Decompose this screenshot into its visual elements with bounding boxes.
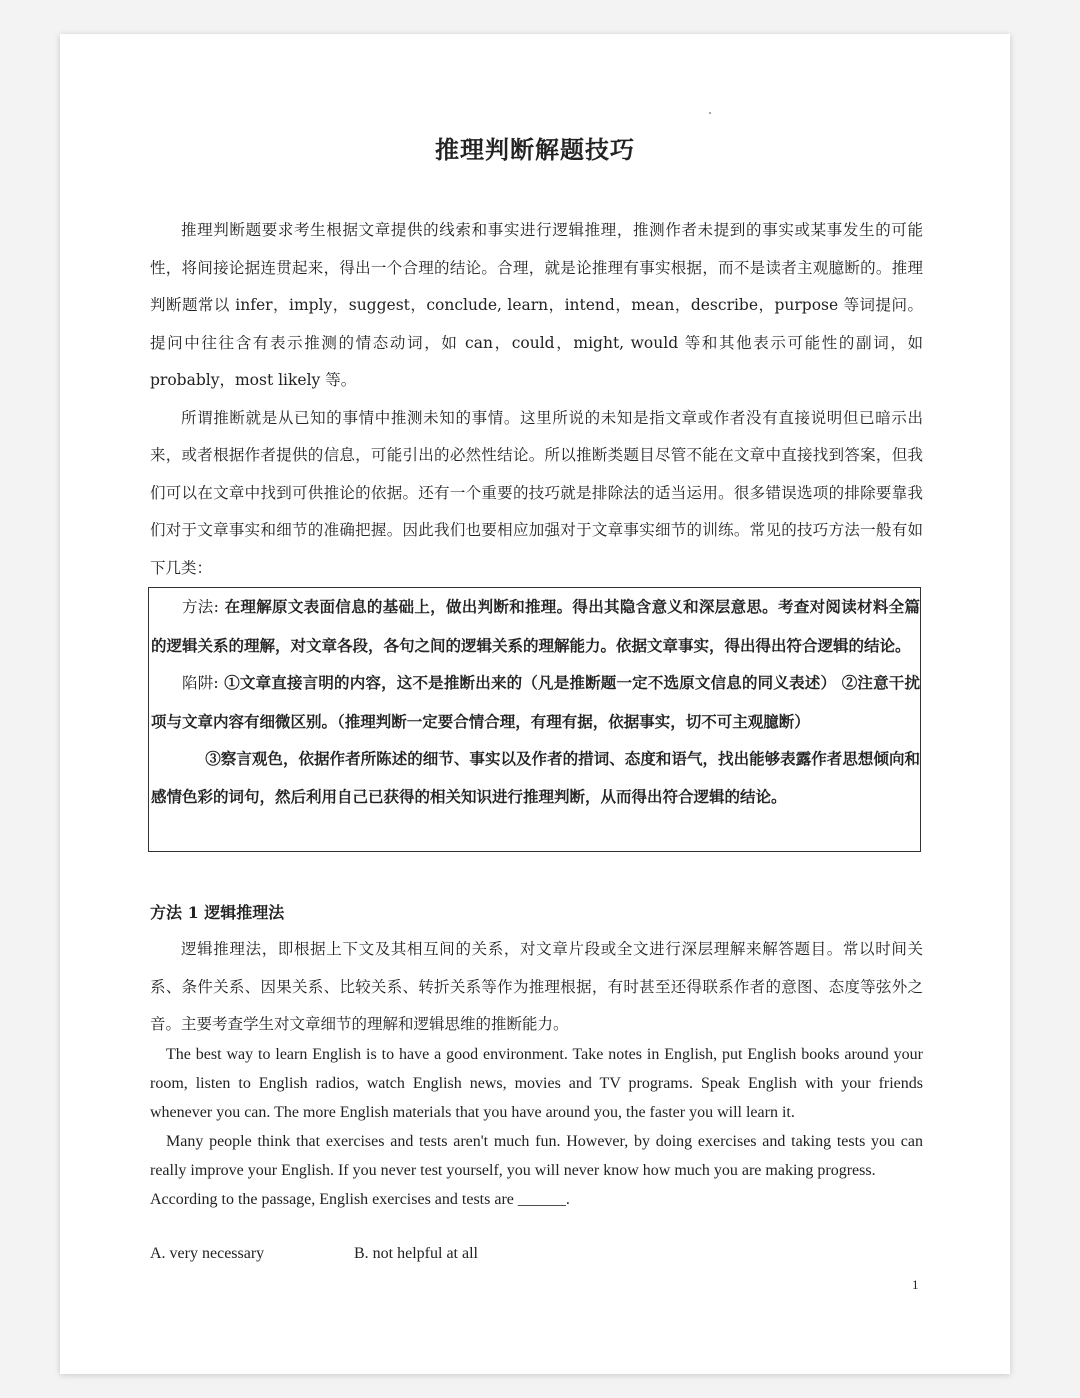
answer-options [150,1245,478,1263]
method-box [148,587,921,852]
method-label: 方法: [182,598,219,616]
intro-paragraph-1: 推理判断题要求考生根据文章提供的线索和事实进行逻辑推理，推测作者未提到的事实或某事发生的可能性，将间接论据连贯起来，得出一个合理的结论。合理，就是论推理有事实根据，而不是读者主观臆断的。推理判断题常以 infer，imply，suggest，conclude, learn，intend，mean，describe，purpose 等词提问。提问中往往含有表示推测的情态动词，如 can，could，might, would 等和其他表示可能性的副词，如probably，most likely 等。 [150,221,923,389]
section-body [150,931,923,1044]
intro-paragraph-2: 所谓推断就是从已知的事情中推测未知的事情。这里所说的未知是指文章或作者没有直接说明但已暗示出来，或者根据作者提供的信息，可能引出的必然性结论。所以推断类题目尽管不能在文章中直接找到答案，但我们可以在文章中找到可供推论的依据。还有一个重要的技巧就是排除法的适当运用。很多错误选项的排除要靠我们对于文章事实和细节的准确把握。因此我们也要相应加强对于文章事实细节的训练。常见的技巧方法一般有如下几类： [150,408,923,577]
section-title: 方法 1 逻辑推理法 [150,903,285,922]
trap-paragraph-3: ③察言观色，依据作者所陈述的细节、事实以及作者的措词、态度和语气，找出能够表露作者思想倾向和感情色彩的词句，然后利用自己已获得的相关知识进行推理判断，从而得出符合逻辑的结论。 [151,749,920,806]
intro-section [150,212,923,587]
trap-text: ①文章直接言明的内容，这不是推断出来的（凡是推断题一定不选原文信息的同义表述） ②注意干扰项与文章内容有细微区别。（推理判断一定要合情合理，有理有据，依据事实，切不可主观臆断） [151,673,920,731]
trap-label: 陷阱: [182,674,219,692]
passage [150,1040,923,1214]
passage-paragraph-1: The best way to learn English is to have a good environment. Take notes in English, put English books around your room, listen to English radios, watch English news, movies and TV programs. Speak English with your friends whenever you can. The more English materials that you have around you, the faster you will learn it. [150,1046,923,1121]
document-page [60,34,1010,1374]
section-intro: 逻辑推理法，即根据上下文及其相互间的关系，对文章片段或全文进行深层理解来解答题目。常以时间关系、条件关系、因果关系、比较关系、转折关系等作为推理根据，有时甚至还得联系作者的意图、态度等弦外之音。主要考查学生对文章细节的理解和逻辑思维的推断能力。 [150,940,923,1033]
stray-dot [709,112,711,114]
page-number: 1 [912,1277,919,1292]
trap-paragraph [151,664,920,740]
option-a: A. very necessary [150,1245,265,1262]
page-title: 推理判断解题技巧 [435,135,635,164]
method-paragraph [151,588,920,664]
question-text: According to the passage, English exercises and tests are ______. [150,1191,570,1208]
method-text: 在理解原文表面信息的基础上，做出判断和推理。得出其隐含意义和深层意思。考查对阅读材料全篇的逻辑关系的理解，对文章各段，各句之间的逻辑关系的理解能力。依据文章事实，得出得出符合逻辑的结论。 [151,597,920,655]
passage-paragraph-2: Many people think that exercises and tests aren't much fun. However, by doing exercises and taking tests you can really improve your English. If you never test yourself, you will never know how much you are making progress. [150,1133,923,1179]
option-b: B. not helpful at all [354,1245,478,1262]
